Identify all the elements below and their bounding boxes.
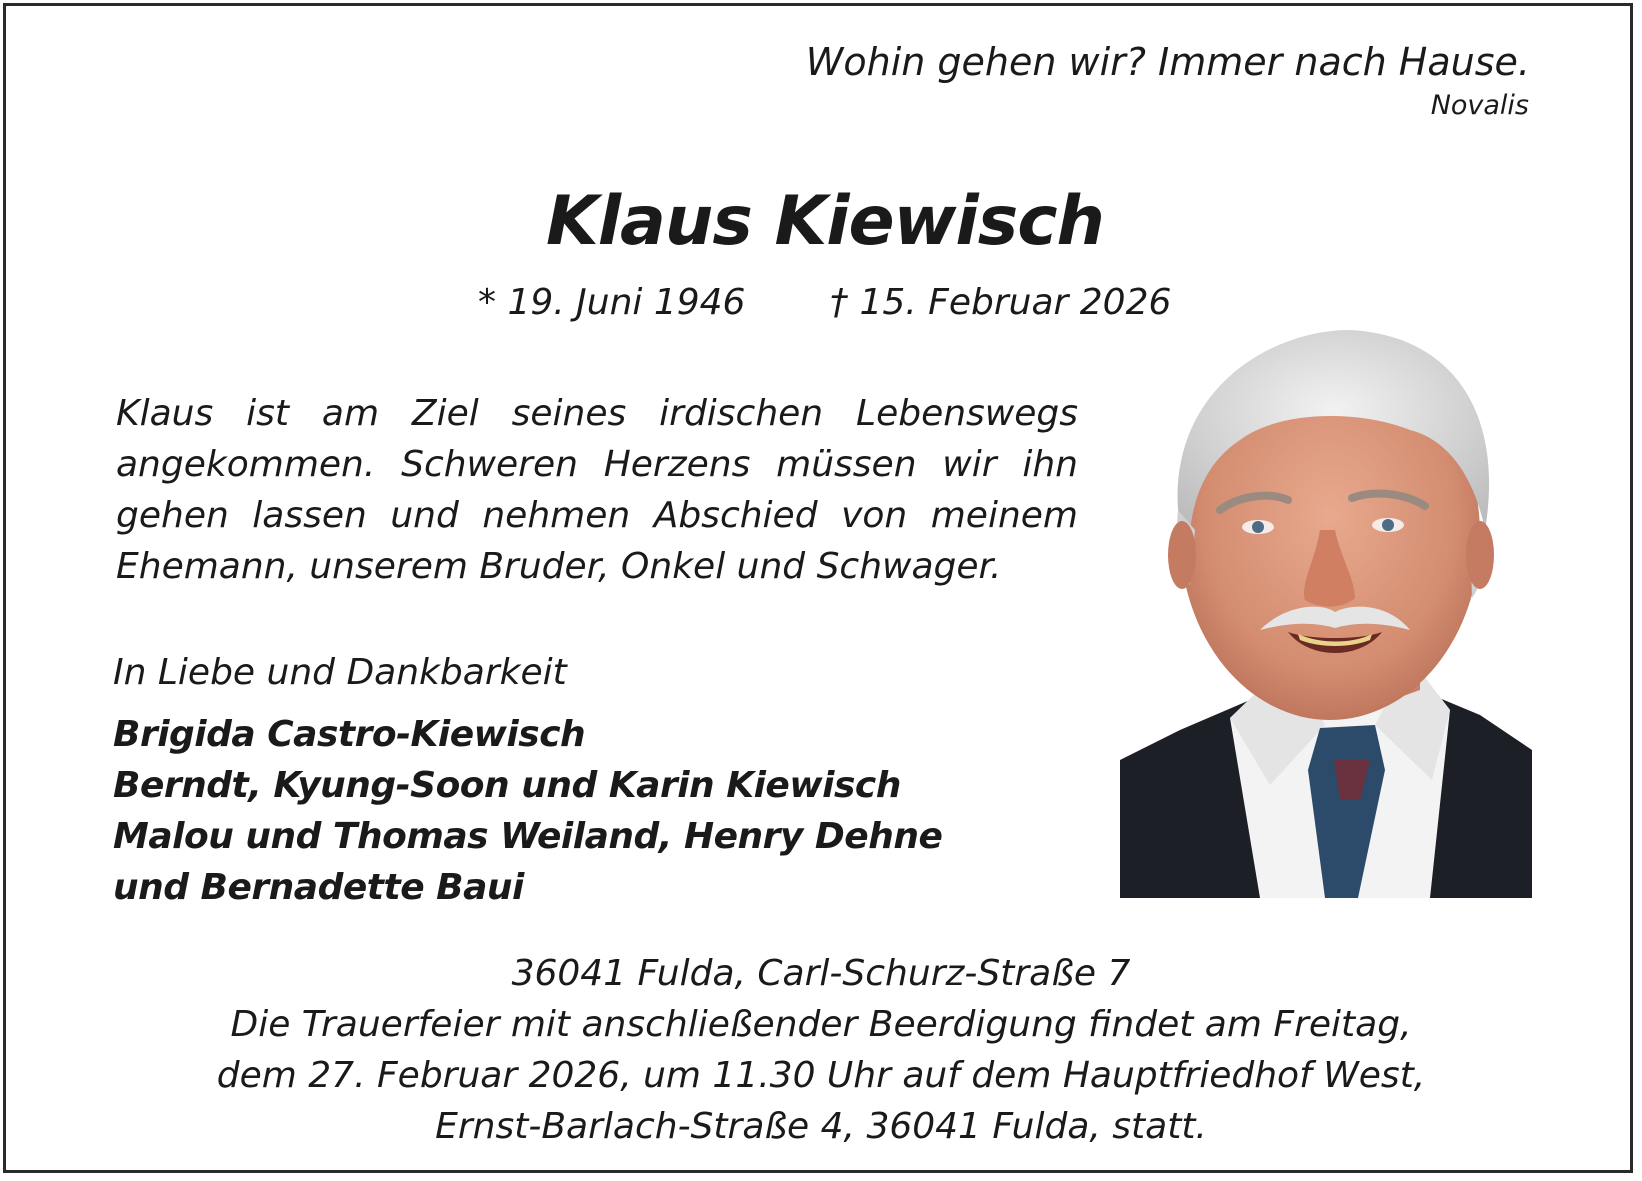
mourner-name: Brigida Castro-Kiewisch	[113, 714, 586, 755]
birth-date: * 19. Juni 1946	[478, 282, 746, 323]
quote-text: Wohin gehen wir? Immer nach Hause.	[805, 40, 1530, 84]
closing-phrase: In Liebe und Dankbarkeit	[113, 652, 567, 693]
quote-author: Novalis	[1430, 90, 1529, 121]
mourner-name: Berndt, Kyung-Soon und Karin Kiewisch	[113, 765, 901, 806]
home-address: 36041 Fulda, Carl-Schurz-Straße 7	[511, 953, 1131, 994]
portrait-photo	[1120, 330, 1532, 898]
mourners-list	[113, 709, 942, 913]
ceremony-line: dem 27. Februar 2026, um 11.30 Uhr auf dem Hauptfriedhof West,	[216, 1055, 1426, 1096]
mourner-name: Malou und Thomas Weiland, Henry Dehne	[113, 816, 943, 857]
farewell-message: Klaus ist am Ziel seines irdischen Lebenswegs angekommen. Schweren Herzens müssen wir ihn gehen lassen und nehmen Abschied von meinem Ehemann, unserem Bruder, Onkel und Schwager.	[116, 393, 1078, 587]
ceremony-line: Ernst-Barlach-Straße 4, 36041 Fulda, statt.	[435, 1106, 1207, 1147]
deceased-name: Klaus Kiewisch	[546, 182, 1104, 261]
death-date: † 15. Februar 2026	[830, 282, 1172, 323]
mourner-name: und Bernadette Baui	[113, 867, 524, 908]
service-info	[0, 948, 1642, 1152]
ceremony-line: Die Trauerfeier mit anschließender Beerdigung findet am Freitag,	[230, 1004, 1412, 1045]
